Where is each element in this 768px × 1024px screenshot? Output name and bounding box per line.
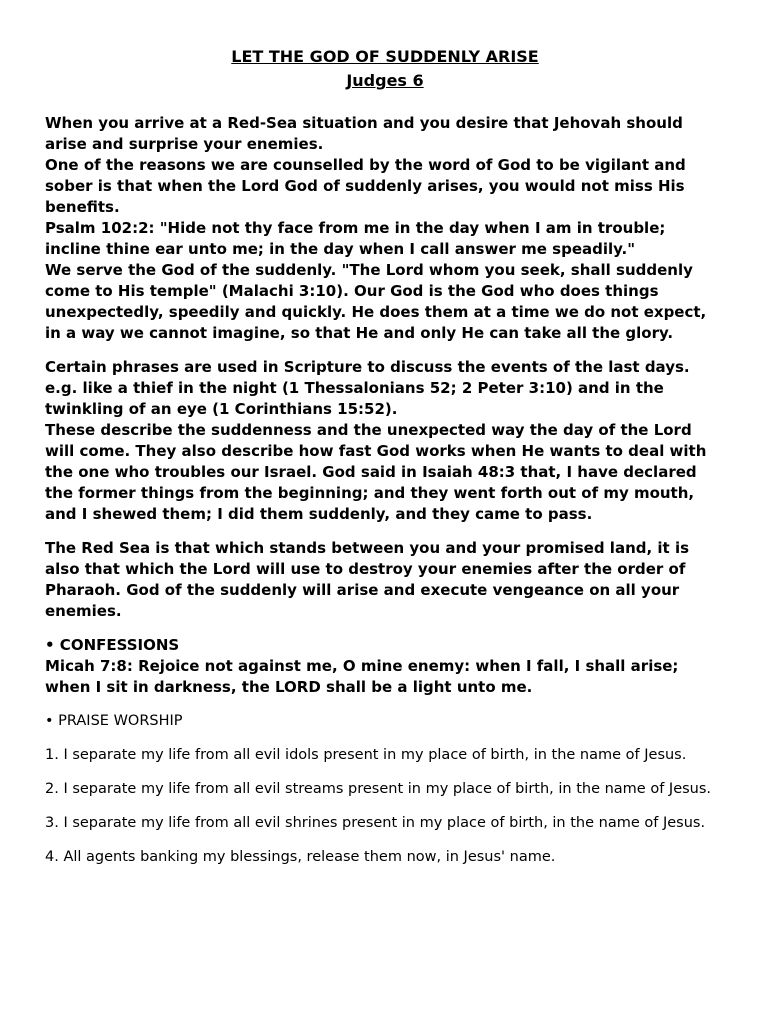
red-sea-section [45,538,725,622]
prayer-point: 4. All agents banking my blessings, release them now, in Jesus' name. [45,849,556,865]
last-days-section [45,357,725,525]
body-paragraph: The Red Sea is that which stands between you and your promised land, it is also that which the Lord will use to destroy your enemies after the order of Pharaoh. God of the suddenly will arise and execute vengeance on all your enemies. [45,539,690,620]
praise-worship-heading: • PRAISE WORSHIP [45,713,183,729]
intro-paragraph: When you arrive at a Red-Sea situation and you desire that Jehovah should arise and surprise your enemies. [45,114,683,153]
intro-paragraph: We serve the God of the suddenly. "The Lord whom you seek, shall suddenly come to His temple" (Malachi 3:10). Our God is the God who does things unexpectedly, speedily and quickly. He does them at a time we do not expect, in a way we cannot imagine, so that He and only He can take all the glory. [45,261,707,342]
confessions-section [45,635,725,698]
intro-paragraph: One of the reasons we are counselled by the word of God to be vigilant and sober is that when the Lord God of suddenly arises, you would not miss His benefits. [45,156,686,216]
body-paragraph: Certain phrases are used in Scripture to discuss the events of the last days. e.g. like a thief in the night (1 Thessalonians 52; 2 Peter 3:10) and in the twinkling of an eye (1 Corinthians 15:52). [45,358,690,418]
body-paragraph: These describe the suddenness and the unexpected way the day of the Lord will come. They also describe how fast God works when He wants to deal with the one who troubles our Israel. God said in Isaiah 48:3 that, I have declared the former things from the beginning; and they went forth out of my mouth, and I shewed them; I did them suddenly, and they came to pass. [45,421,707,523]
prayer-point: 1. I separate my life from all evil idols present in my place of birth, in the name of Jesus. [45,747,687,763]
document-page [45,45,725,881]
prayer-point: 3. I separate my life from all evil shrines present in my place of birth, in the name of Jesus. [45,815,706,831]
title-block [45,45,725,93]
scripture-quote: Psalm 102:2: "Hide not thy face from me in the day when I am in trouble; incline thine ear unto me; in the day when I call answer me speadily." [45,219,666,258]
confessions-heading: • CONFESSIONS [45,636,180,654]
intro-section [45,113,725,344]
prayer-point: 2. I separate my life from all evil streams present in my place of birth, in the name of Jesus. [45,781,712,797]
confessions-text: Micah 7:8: Rejoice not against me, O mine enemy: when I fall, I shall arise; when I sit in darkness, the LORD shall be a light unto me. [45,657,679,696]
page-title: LET THE GOD OF SUDDENLY ARISE [231,47,539,66]
page-subtitle: Judges 6 [346,71,424,90]
